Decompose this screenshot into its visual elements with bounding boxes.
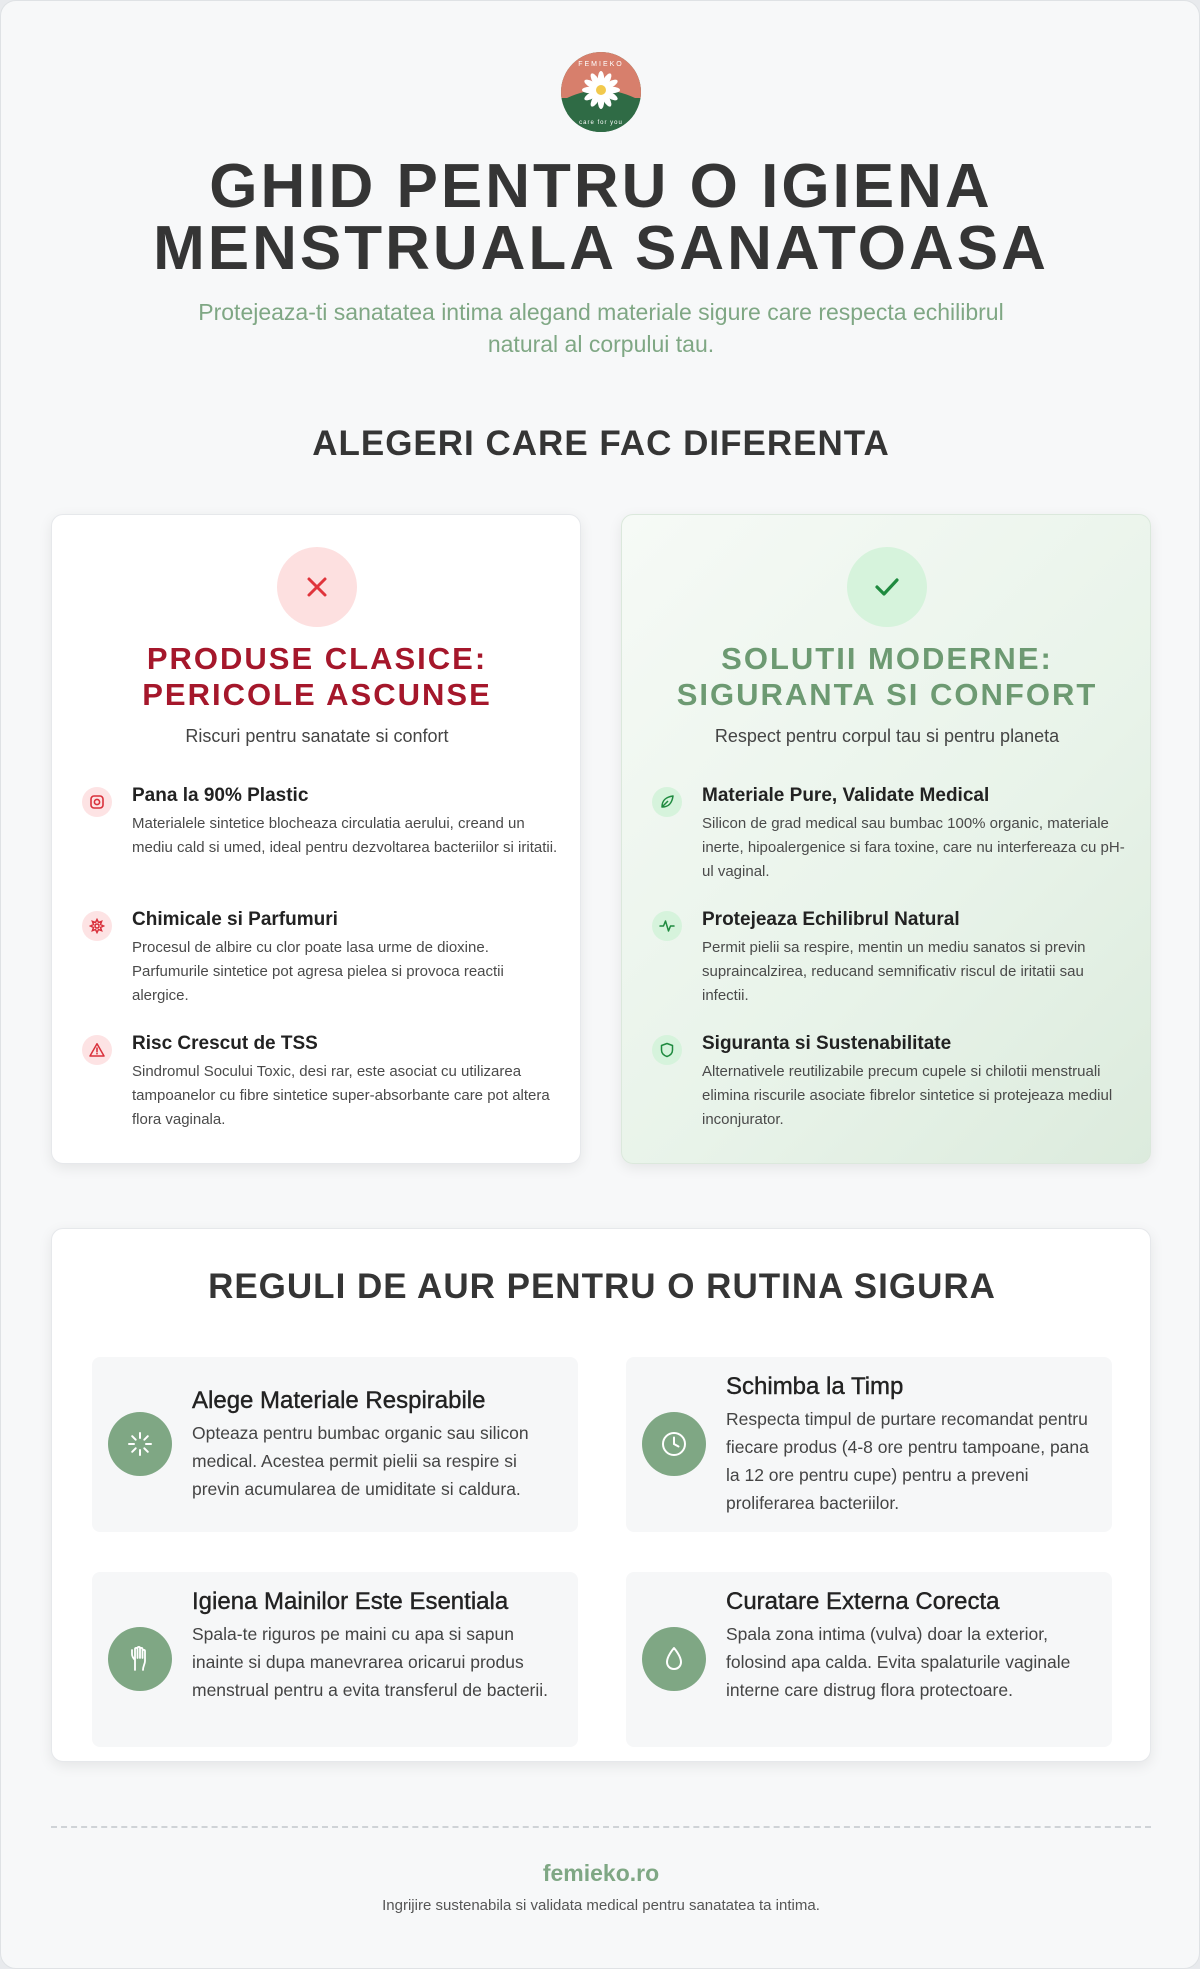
benefit-item-text: Alternativele reutilizabile precum cupele si chilotii menstruali elimina riscurile asociate fibrelor sintetice si protejeaza mediul inconjurator. — [702, 1063, 1113, 1128]
classic-products-card — [51, 514, 581, 1164]
x-icon — [277, 547, 357, 627]
svg-text:FEMIEKO: FEMIEKO — [578, 61, 624, 68]
rule-title: Igiena Mainilor Este Esentiala — [192, 1588, 509, 1615]
droplet-icon — [642, 1627, 706, 1691]
sun-icon — [108, 1412, 172, 1476]
choices-section-title: ALEGERI CARE FAC DIFERENTA — [312, 424, 890, 463]
rule-card — [92, 1357, 578, 1532]
risk-item-title: Chimicale si Parfumuri — [132, 909, 338, 930]
clock-icon — [642, 1412, 706, 1476]
rule-text: Respecta timpul de purtare recomandat pentru fiecare produs (4-8 ore pentru tampoane, pana la 12 ore pentru cupe) pentru a preveni proliferarea bacteriilor. — [726, 1409, 1089, 1513]
page-title: GHID PENTRU O IGIENA MENSTRUALA SANATOASA — [153, 152, 1049, 283]
hand-icon — [108, 1627, 172, 1691]
rule-title: Schimba la Timp — [726, 1373, 904, 1400]
benefit-item-title: Materiale Pure, Validate Medical — [702, 785, 990, 806]
modern-card-subtitle: Respect pentru corpul tau si pentru planeta — [714, 726, 1060, 746]
rule-text: Opteaza pentru bumbac organic sau silicon medical. Acestea permit pielii sa respire si previn acumularea de umiditate si caldura. — [192, 1423, 529, 1499]
classic-card-title: PRODUSE CLASICE: PERICOLE ASCUNSE — [142, 641, 492, 712]
rule-text: Spala zona intima (vulva) doar la exterior, folosind apa calda. Evita spalaturile vaginale interne care distrug flora protectoare. — [726, 1624, 1071, 1700]
modern-solutions-card — [621, 514, 1151, 1164]
check-icon — [847, 547, 927, 627]
pulse-icon — [652, 911, 682, 941]
rule-card — [626, 1357, 1112, 1532]
golden-rules-panel — [51, 1228, 1151, 1762]
benefit-item-title: Siguranta si Sustenabilitate — [702, 1033, 952, 1054]
rule-title: Alege Materiale Respirabile — [192, 1387, 486, 1414]
risk-item-text: Procesul de albire cu clor poate lasa urme de dioxine. Parfumurile sintetice pot agresa pielea si provoca reactii alergice. — [132, 939, 504, 1004]
footer-tagline: Ingrijire sustenabila si validata medical pentru sanatatea ta intima. — [382, 1897, 820, 1914]
modern-card-title: SOLUTII MODERNE: SIGURANTA SI CONFORT — [676, 641, 1098, 712]
risk-item-title: Pana la 90% Plastic — [132, 785, 309, 806]
footer-website-link[interactable]: femieko.ro — [542, 1860, 660, 1886]
rule-title: Curatare Externa Corecta — [726, 1588, 1000, 1615]
shield-icon — [652, 1035, 682, 1065]
risk-item-text: Materialele sintetice blocheaza circulatia aerului, creand un mediu cald si umed, ideal pentru dezvoltarea bacteriilor si iritatii. — [132, 815, 558, 856]
page-subtitle: Protejeaza-ti sanatatea intima alegand materiale sigure care respecta echilibrul natural al corpului tau. — [198, 299, 1004, 357]
footer-divider — [51, 1826, 1151, 1828]
rule-card — [626, 1572, 1112, 1747]
rule-card — [92, 1572, 578, 1747]
plastic-icon — [82, 787, 112, 817]
svg-text:care for you: care for you — [579, 120, 623, 126]
classic-card-subtitle: Riscuri pentru sanatate si confort — [185, 726, 449, 746]
benefit-item-text: Silicon de grad medical sau bumbac 100% organic, materiale inerte, hipoalergenice si fara toxine, care nu interfereaza cu pH-ul vaginal. — [702, 815, 1125, 880]
chemical-icon — [82, 911, 112, 941]
risk-item-title: Risc Crescut de TSS — [132, 1033, 318, 1054]
rule-text: Spala-te riguros pe maini cu apa si sapun inainte si dupa manevrarea oricarui produs menstrual pentru a evita transferul de bacterii. — [192, 1624, 549, 1700]
benefit-item-text: Permit pielii sa respire, mentin un mediu sanatos si previn supraincalzirea, reducand semnificativ riscul de iritatii sau infectii. — [702, 939, 1086, 1004]
risk-item-text: Sindromul Socului Toxic, desi rar, este asociat cu utilizarea tampoanelor cu fibre sintetice super-absorbante care pot altera flora vaginala. — [132, 1063, 550, 1128]
warning-icon — [82, 1035, 112, 1065]
femieko-logo — [561, 52, 641, 132]
rules-title: REGULI DE AUR PENTRU O RUTINA SIGURA — [208, 1267, 996, 1306]
benefit-item-title: Protejeaza Echilibrul Natural — [702, 909, 960, 930]
leaf-icon — [652, 787, 682, 817]
